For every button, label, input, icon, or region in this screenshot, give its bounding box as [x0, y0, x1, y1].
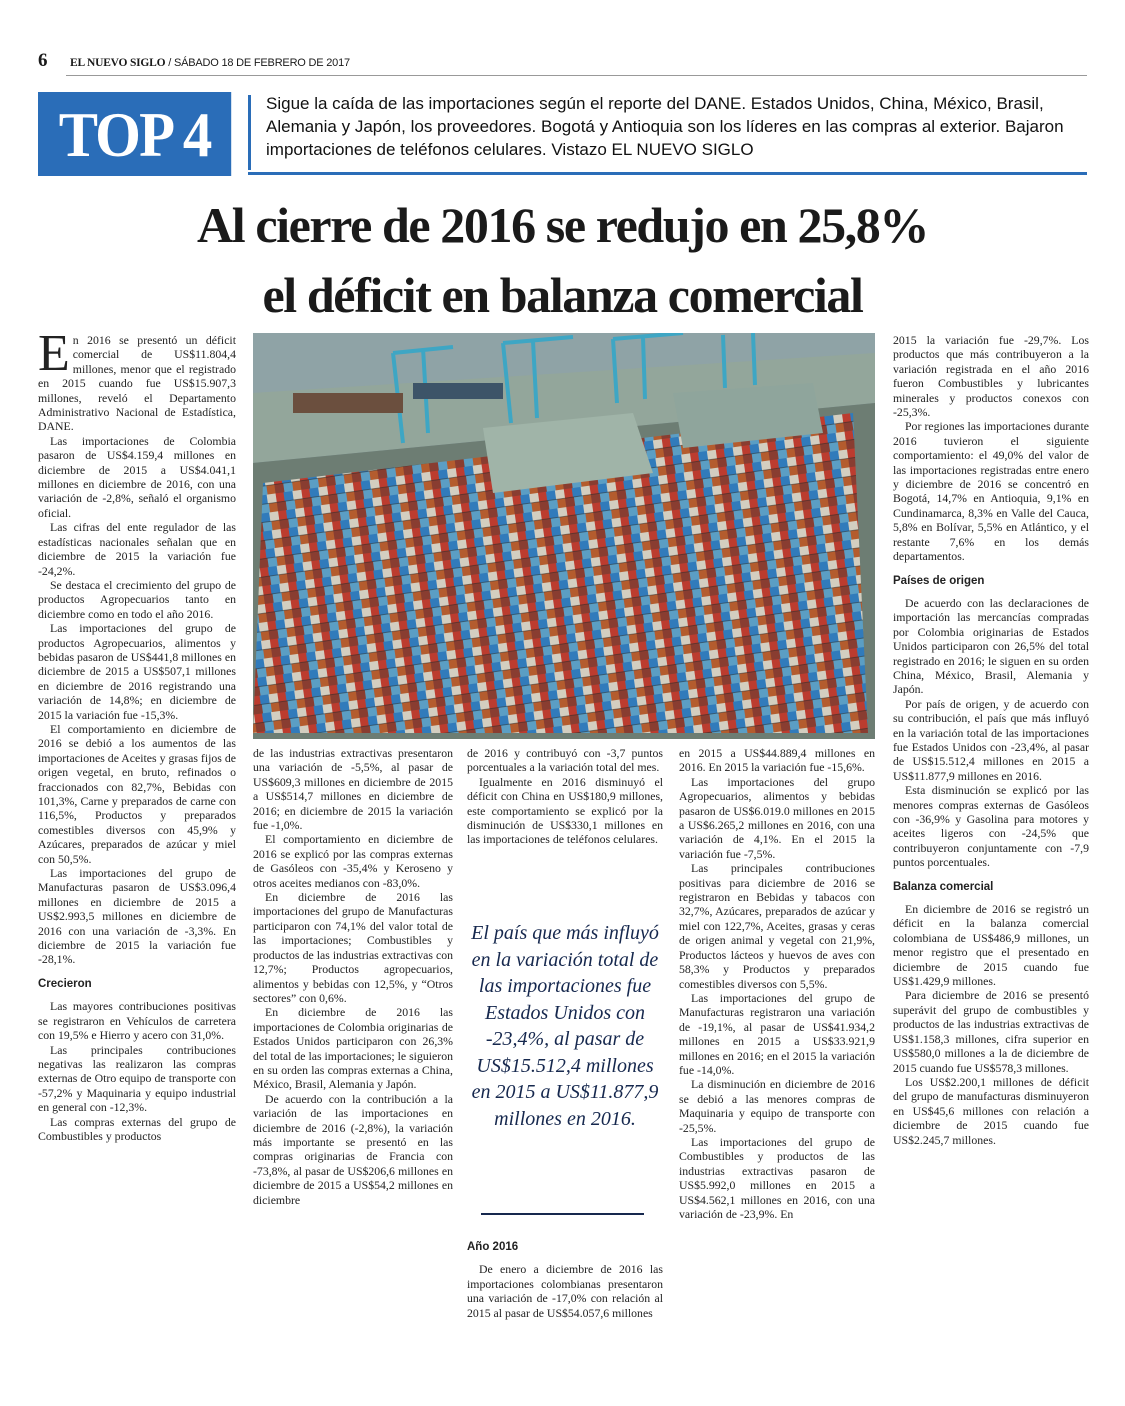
paragraph: El comportamiento en diciembre de 2016 se debió a los aumentos de las importaciones de Aceites y grasas fijos de origen vegetal, en bruto, refinados o fraccionados con 82,7%, Bebidas con 101,3%, Carne y preparados de carne con 116,5%, Productos y preparados comestibles diversos con 45,9% y Azúcares, preparados de azúcar y miel con 50,5%.: [38, 721, 236, 866]
paragraph: Las importaciones de Colombia pasaron de US$4.159,4 millones en diciembre de 2015 a US$4.041,1 millones en diciembre de 2016, con una variación de -2,8%, señaló el organismo oficial.: [38, 433, 236, 520]
article-column-1: [38, 325, 236, 1143]
drop-cap: E: [38, 325, 70, 382]
subhead-crecieron: Crecieron: [38, 977, 92, 990]
lead-paragraph: [38, 325, 236, 434]
paragraph: Las mayores contribuciones positivas se registraron en Vehículos de carretera con 19,5% e Hierro y acero con 31,0%.: [38, 999, 236, 1043]
subhead-paises-de-origen: Países de origen: [893, 574, 985, 587]
paragraph: en 2015 a US$44.889,4 millones en 2016. En 2015 la variación fue -15,6%.: [679, 746, 875, 775]
paragraph: Por regiones las importaciones durante 2016 tuvieron el siguiente comportamiento: el 49,0% del valor de las importaciones registradas entre enero y diciembre de 2016 se concentró en Bogotá, 14,7% en Antioquia, 9,1% en Cundinamarca, 8,3% en Valle del Cauca, 5,8% en Bolívar, 5,5% en Atlántico, y el restante 7,6% en los demás departamentos.: [893, 419, 1089, 564]
section-rule-horizontal: [248, 172, 1087, 175]
section-tag: TOP 4: [38, 92, 231, 176]
paragraph: Por país de origen, y de acuerdo con su contribución, el país que más influyó en la variación total de las importaciones fue Estados Unidos con -23,4%, al pasar de US$15.512,4 millones en 2015 a US$11.877,9 millones en 2016.: [893, 696, 1089, 783]
paragraph: De acuerdo con la contribución a la variación de las importaciones en diciembre de 2016 (-2,8%), la variación más importante se presentó en las compras originarias de Francia con -73,8%, al pasar de US$206,6 millones en diciembre de 2015 a US$54,2 millones en diciembre: [253, 1091, 453, 1207]
container-port-image: [253, 333, 875, 739]
paragraph: En diciembre de 2016 las importaciones del grupo de Manufacturas participaron con 74,1% del valor total de las importaciones; Combustibles y productos de las industrias extractivas con 12,7%; Productos agropecuarios, alimentos y bebidas con 12,5%, y “Otros sectores” con 0,6%.: [253, 890, 453, 1005]
paragraph: Para diciembre de 2016 se presentó superávit del grupo de combustibles y productos de las industrias extractivas de US$1.158,3 millones, cifra superior en US$580,0 millones a la de diciembre de 2015 cuando fue US$578,3 millones.: [893, 988, 1089, 1075]
pull-quote: El país que más influyó en la variación total de las importaciones fue Estados Unidos con -23,4%, al pasar de US$15.512,4 millones en 2015 a US$11.877,9 millones en 2016.: [471, 922, 659, 1130]
paragraph: Las compras externas del grupo de Combustibles y productos: [38, 1114, 236, 1143]
section-rule-vertical: [248, 95, 251, 170]
paragraph: Las importaciones del grupo de Combustibles y productos de las industrias extractivas pasaron de US$5.992,0 millones en 2015 a US$4.562,1 millones en 2016, con una variación de -23,9%. En: [679, 1134, 875, 1221]
paragraph: De enero a diciembre de 2016 las importaciones colombianas presentaron una variación de -17,0% con relación al 2015 al pasar de US$54.057,6 millones: [467, 1262, 663, 1320]
paragraph: El comportamiento en diciembre de 2016 se explicó por las compras externas de Gasóleos con -35,4% y Keroseno y otros aceites medianos con -83,0%.: [253, 832, 453, 890]
paragraph: Las importaciones del grupo de productos Agropecuarios, alimentos y bebidas pasaron de US$441,8 millones en diciembre de 2015 a US$507,1 millones en diciembre de 2016 registrando una variación de 14,8%; en diciembre de 2015 la variación fue -15,3%.: [38, 621, 236, 722]
headline: [38, 190, 1087, 330]
paragraph: 2015 la variación fue -29,7%. Los productos que más contribuyeron a la variación registrada en el año 2016 fueron Combustibles y lubricantes minerales y productos conexos con -25,3%.: [893, 333, 1089, 420]
paragraph: Esta disminución se explicó por las menores compras externas de Gasóleos con -36,9% y Gasolina para motores y aceites ligeros con -24,5% que contribuyeron conjuntamente con -7,9 puntos porcentuales.: [893, 783, 1089, 870]
paragraph: Las principales contribuciones positivas para diciembre de 2016 se registraron en Bebidas y tabacos con 32,7%, Azúcares, preparados de azúcar y miel con 122,7%, Aceites, grasas y ceras de origen animal y vegetal con 21,9%, Productos lácteos y huevos de aves con 58,3% y Productos y preparados comestibles diversos con 5,5%.: [679, 861, 875, 991]
paragraph: Los US$2.200,1 millones de déficit del grupo de manufacturas disminuyeron en US$45,6 millones con relación a diciembre de 2015 cuando fue US$2.245,7 millones.: [893, 1074, 1089, 1147]
paragraph: Igualmente en 2016 disminuyó el déficit con China en US$180,9 millones, este comportamiento se explicó por la disminución de US$330,1 millones en las importaciones de teléfonos celulares.: [467, 774, 663, 847]
paragraph: Las importaciones del grupo de Manufacturas pasaron de US$3.096,4 millones en diciembre de 2015 a US$2.993,5 millones en diciembre de 2016 con una variación de -3,3%. En diciembre de 2015 la variación fue -28,1%.: [38, 866, 236, 967]
folio: [70, 57, 350, 69]
paragraph: De acuerdo con las declaraciones de importación las mercancías compradas por Colombia originarias de Estados Unidos participaron con 26,5% del total registrado en 2016; le siguen en su orden China, México, Brasil, Alemania y Japón.: [893, 595, 1089, 697]
paragraph: Las importaciones del grupo Agropecuarios, alimentos y bebidas pasaron de US$6.019.0 millones en 2015 a US$6.265,2 millones en 2016, con una variación de 4,1%. En el 2015 la variación fue -7,5%.: [679, 774, 875, 861]
port-photo: [253, 333, 875, 739]
paragraph: En diciembre de 2016 las importaciones de Colombia originarias de Estados Unidos participaron con 26,3% del total de las importaciones; le siguieron en su orden las compras externas a China, México, Brasil, Alemania y Japón.: [253, 1005, 453, 1092]
newspaper-name: EL NUEVO SIGLO: [70, 57, 166, 69]
headline-line-1: Al cierre de 2016 se redujo en 25,8%: [197, 197, 928, 253]
subhead-ano-2016: Año 2016: [467, 1241, 519, 1253]
paragraph: La disminución en diciembre de 2016 se debió a las menores compras de Maquinaria y equipo de transporte con -25,5%.: [679, 1077, 875, 1135]
article-column-2: [253, 746, 453, 1207]
article-column-5: [893, 333, 1089, 1147]
paragraph: Se destaca el crecimiento del grupo de productos Agropecuarios tanto en diciembre como en todo el año 2016.: [38, 577, 236, 621]
paragraph: Las principales contribuciones negativas las realizaron las compras externas de Otro equipo de transporte con -57,2% y Maquinaria y equipo industrial en general con -12,3%.: [38, 1042, 236, 1115]
article-column-3-bottom: [467, 1240, 663, 1320]
pull-quote-rule: [481, 1213, 644, 1215]
header-rule: [66, 75, 1087, 76]
headline-line-2: el déficit en balanza comercial: [262, 267, 863, 323]
article-column-4: [679, 746, 875, 1221]
page-number: 6: [38, 50, 48, 71]
paragraph: de las industrias extractivas presentaron una variación de -5,5%, al pasar de US$609,3 millones en diciembre de 2015 a US$514,7 millones en diciembre de 2016; en diciembre de 2015 la variación fue -1,0%.: [253, 746, 453, 833]
lead-text: n 2016 se presentó un déficit comercial de US$11.804,4 millones, menor que el registrado en 2015 cuando fue US$15.907,3 millones, reveló el Departamento Administrativo Nacional de Estadística, DANE.: [38, 333, 236, 434]
subhead-balanza-comercial: Balanza comercial: [893, 880, 994, 893]
paragraph: Las importaciones del grupo de Manufacturas registraron una variación de -19,1%, al pasar de US$41.934,2 millones en 2015 a US$33.921,9 millones en 2016; en el 2015 la variación fue -14,0%.: [679, 990, 875, 1077]
paragraph: Las cifras del ente regulador de las estadísticas nacionales señalan que en diciembre de 2015 la variación fue -24,2%.: [38, 520, 236, 578]
publication-date: / SÁBADO 18 DE FEBRERO DE 2017: [168, 57, 350, 69]
article-column-3: [467, 746, 663, 847]
paragraph: En diciembre de 2016 se registró un déficit en la balanza comercial colombiana de US$486,9 millones, un menor registro que el presentado en diciembre de 2015 cuando fue US$1.429,9 millones.: [893, 902, 1089, 989]
section-deck: Sigue la caída de las importaciones según el reporte del DANE. Estados Unidos, China, México, Brasil, Alemania y Japón, los proveedores. Bogotá y Antioquia son los líderes en las compras al exterior. Bajaron importaciones de teléfonos celulares. Vistazo EL NUEVO SIGLO: [266, 94, 1064, 159]
paragraph: de 2016 y contribuyó con -3,7 puntos porcentuales a la variación total del mes.: [467, 746, 663, 775]
